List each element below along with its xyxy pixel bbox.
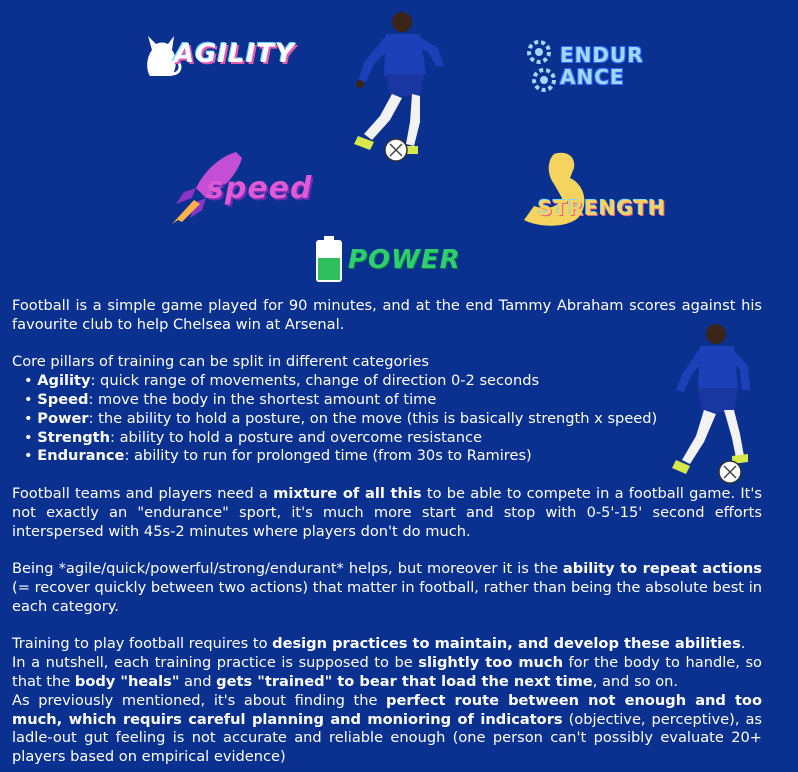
list-item: • Agility: quick range of movements, change of direction 0-2 seconds [24,372,762,391]
endurance-label-line2: ANCE [560,65,625,89]
pillars-heading: Core pillars of training can be split in different categories [12,353,430,371]
article-body [12,297,762,767]
list-item: • Strength: ability to hold a posture and overcome resistance [24,429,762,448]
planning-paragraph: As previously mentioned, it's about finding the perfect route between not enough and too much, which requirs careful planning and monioring of indicators (objective, perceptive), as ladle-out gut feeling is not accurate and reliable enough (one person can't possibly evaluate 20+ players based on empirical evidence) [12,691,762,766]
speed-badge [166,148,313,228]
gears-icon [522,38,556,94]
repeat-actions-paragraph: Being *agile/quick/powerful/strong/endurant* helps, but moreover it is the ability to repeat actions (= recover quickly between two actions) that matter in football, rather than being the absolute best in each category. [12,560,762,615]
nutshell-paragraph: In a nutshell, each training practice is supposed to be slightly too much for the body to handle, so that the body "heals" and gets "trained" to bear that load the next time, and so on. [12,654,762,690]
training-paragraph: Training to play football requires to design practices to maintain, and develop these abilities. [12,635,746,653]
endurance-badge [522,38,644,94]
list-item: • Endurance: ability to run for prolonged time (from 30s to Ramires) [24,447,762,466]
agility-label: AGILITY [174,39,295,69]
power-badge [314,236,461,284]
strength-label: STRENGTH [538,196,667,220]
pillars-list [12,372,762,466]
battery-icon [314,236,344,284]
hero-illustration [0,0,798,290]
power-label: POWER [348,245,461,275]
agility-badge [142,30,295,78]
intro-paragraph: Football is a simple game played for 90 minutes, and at the end Tammy Abraham scores against his favourite club to help Chelsea win at Arsenal. [12,297,762,333]
mixture-paragraph: Football teams and players need a mixture of all this to be able to compete in a football game. It's not exactly an "endurance" sport, it's much more start and stop with 0-5'-15' second efforts interspersed with 45s-2 minutes where players don't do much. [12,484,763,540]
endurance-label-line1: ENDUR [560,43,644,67]
strength-badge [494,148,666,228]
speed-label: speed [206,170,313,206]
list-item: • Speed: move the body in the shortest amount of time [24,391,762,410]
football-player-image [340,4,450,164]
list-item: • Power: the ability to hold a posture, on the move (this is basically strength x speed) [24,410,762,429]
